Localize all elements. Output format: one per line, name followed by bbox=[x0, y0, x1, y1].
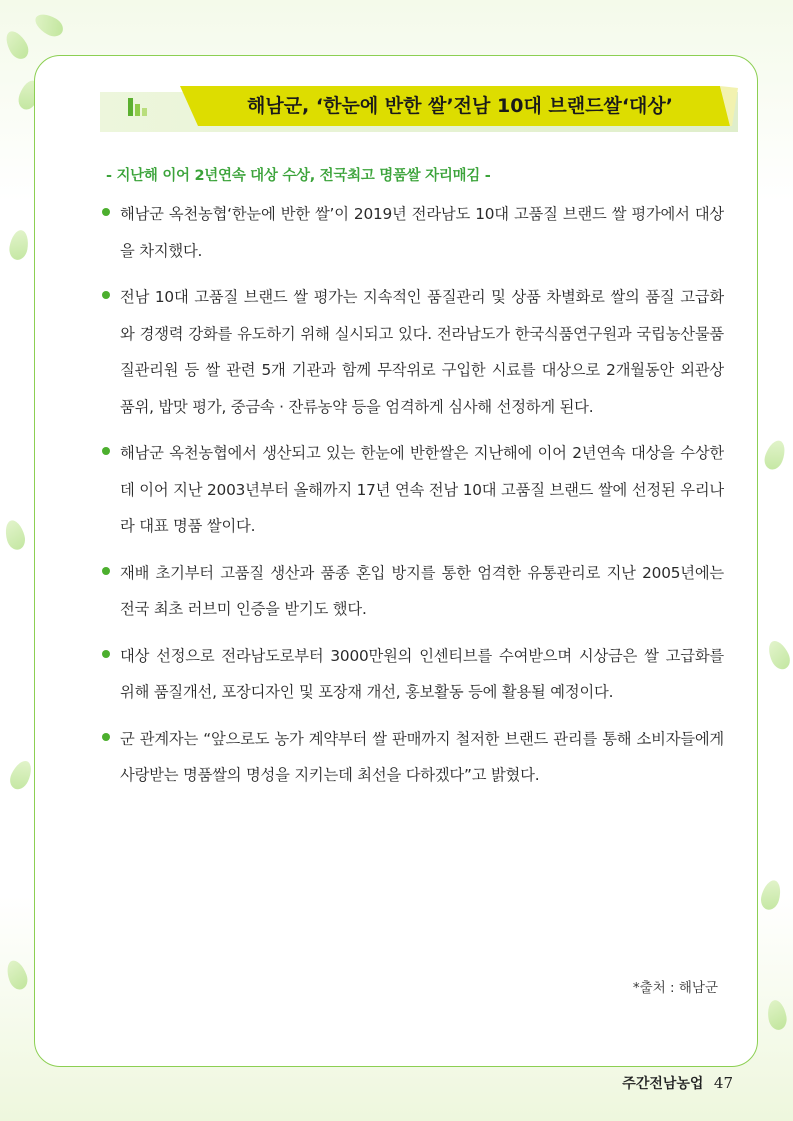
list-item-text: 대상 선정으로 전라남도로부터 3000만원의 인센티브를 수여받으며 시상금은 쌀 고급화를 위해 품질개선, 포장디자인 및 포장재 개선, 홍보활동 등에 활용될 예정이다. bbox=[120, 646, 724, 701]
leaf-decoration bbox=[765, 638, 793, 673]
source-credit: *출처 : 해남군 bbox=[632, 980, 718, 996]
page-title: 해남군, ‘한눈에 반한 쌀’전남 10대 브랜드쌀‘대상’ bbox=[247, 95, 673, 117]
list-item-text: 군 관계자는 “앞으로도 농가 계약부터 쌀 판매까지 철저한 브랜드 관리를 통해 소비자들에게 사랑받는 명품쌀의 명성을 지키는데 최선을 다하겠다”고 밝혔다. bbox=[120, 729, 724, 784]
list-item bbox=[100, 435, 724, 545]
list-item-text: 해남군 옥천농협‘한눈에 반한 쌀’이 2019년 전라남도 10대 고품질 브랜드 쌀 평가에서 대상을 차지했다. bbox=[120, 205, 724, 260]
bullet-icon bbox=[102, 650, 110, 658]
page-number: 47 bbox=[713, 1074, 733, 1092]
leaf-decoration bbox=[7, 758, 36, 793]
list-item bbox=[100, 555, 724, 628]
bar-chart-icon bbox=[128, 98, 133, 116]
list-item bbox=[100, 279, 724, 425]
bullet-icon bbox=[102, 567, 110, 575]
leaf-decoration bbox=[2, 518, 27, 552]
title-banner bbox=[100, 86, 738, 132]
leaf-decoration bbox=[32, 10, 67, 41]
list-item bbox=[100, 638, 724, 711]
publication-name: 주간전남농업 bbox=[622, 1076, 704, 1092]
bullet-icon bbox=[102, 208, 110, 216]
list-item-text: 전남 10대 고품질 브랜드 쌀 평가는 지속적인 품질관리 및 상품 차별화로 쌀의 품질 고급화와 경쟁력 강화를 유도하기 위해 실시되고 있다. 전라남도가 한국식품연구원과 국립농산물품질관리원 등 쌀 관련 5개 기관과 함께 무작위로 구입한 시료를 대상으로 2개월동안 외관상 품위, 밥맛 평가, 중금속 · 잔류농약 등을 엄격하게 심사해 선정하게 된다. bbox=[120, 288, 724, 416]
list-item bbox=[100, 721, 724, 794]
leaf-decoration bbox=[3, 958, 30, 992]
leaf-decoration bbox=[8, 229, 31, 262]
bullet-icon bbox=[102, 733, 110, 741]
leaf-decoration bbox=[758, 878, 783, 912]
list-item-text: 재배 초기부터 고품질 생산과 품종 혼입 방지를 통한 엄격한 유통관리로 지난 2005년에는 전국 최초 러브미 인증을 받기도 했다. bbox=[120, 563, 724, 618]
leaf-decoration bbox=[766, 999, 789, 1032]
article-body bbox=[100, 196, 724, 804]
bullet-icon bbox=[102, 291, 110, 299]
list-item bbox=[100, 196, 724, 269]
list-item-text: 해남군 옥천농협에서 생산되고 있는 한눈에 반한쌀은 지난해에 이어 2년연속 대상을 수상한데 이어 지난 2003년부터 올해까지 17년 연속 전남 10대 고품질 브랜드 쌀에 선정된 우리나라 대표 명품 쌀이다. bbox=[120, 444, 724, 535]
bullet-icon bbox=[102, 447, 110, 455]
leaf-decoration bbox=[2, 28, 33, 63]
subtitle: - 지난해 이어 2년연속 대상 수상, 전국최고 명품쌀 자리매김 - bbox=[106, 168, 491, 184]
page-footer bbox=[622, 1073, 733, 1093]
leaf-decoration bbox=[761, 438, 788, 472]
